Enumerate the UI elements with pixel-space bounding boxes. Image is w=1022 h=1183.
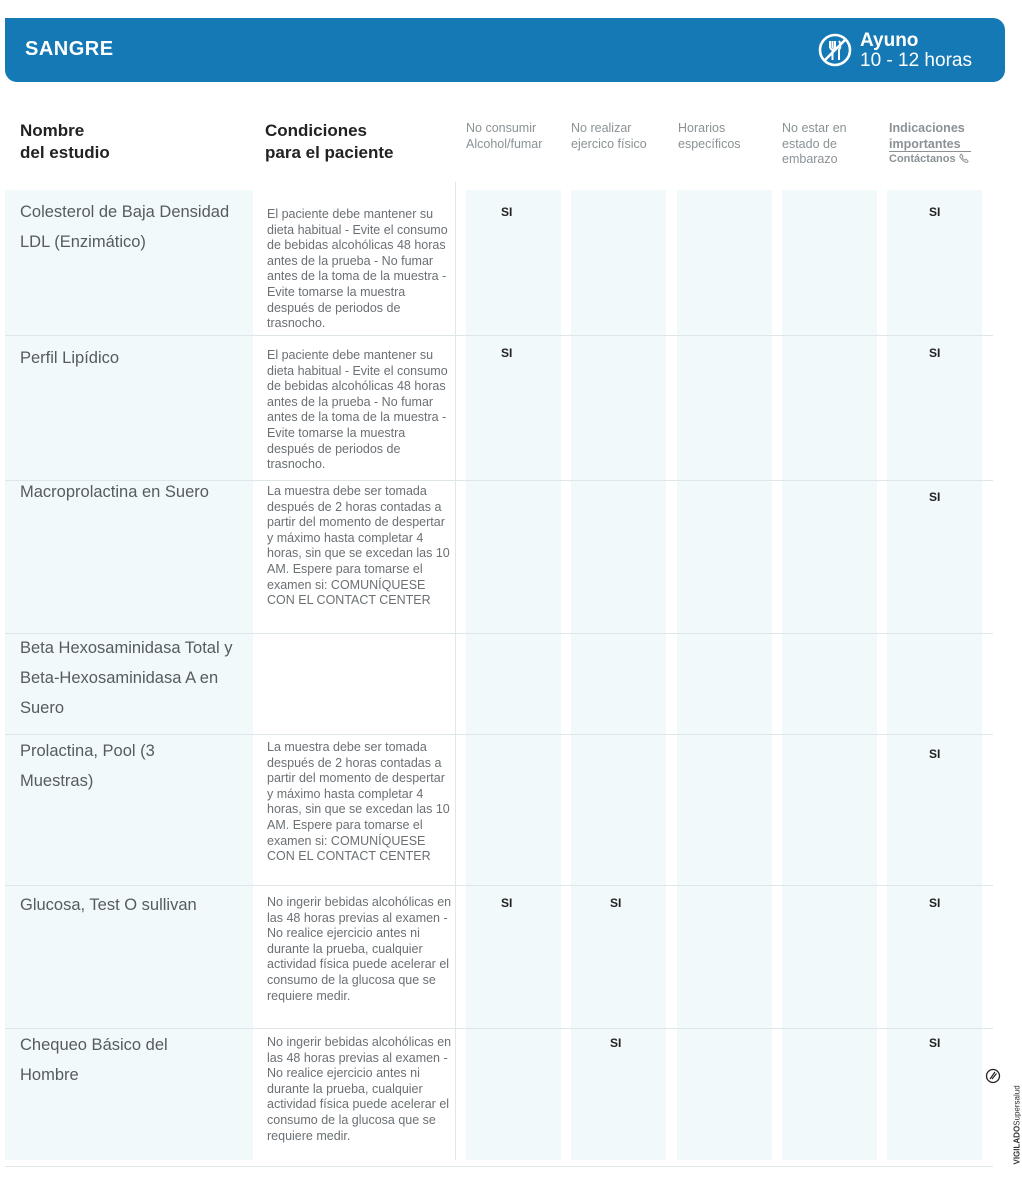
patient-conditions: El paciente debe mantener su dieta habitual - Evite el consumo de bebidas alcohólicas 48 horas antes de la prueba - No fumar antes de la toma de la muestra - Evite tomarse la muestra después de periodos de trasnocho.	[267, 207, 448, 331]
section-banner	[5, 18, 1005, 82]
study-name: Perfil Lipídico	[20, 349, 120, 367]
header-schedules: Horarios específicos	[678, 121, 741, 151]
cell-no-alcohol: SI	[501, 346, 513, 360]
contact-link[interactable]: Contáctanos	[889, 153, 969, 165]
fasting-title: Ayuno	[860, 30, 919, 51]
cell-important: SI	[929, 1036, 941, 1050]
patient-conditions: La muestra debe ser tomada después de 2 horas contadas a partir del momento de despertar y máximo hasta completar 4 horas, sin que se excedan las 10 AM. Espere para tomarse el examen si: COMUNÍQUESE CON EL CONTACT CENTER	[267, 484, 450, 608]
patient-conditions: No ingerir bebidas alcohólicas en las 48 horas previas al examen - No realice ejercicio antes ni durante la prueba, cualquier actividad física puede acelerar el consumo de la glucosa que se requiere medir.	[267, 895, 452, 1003]
patient-conditions: La muestra debe ser tomada después de 2 horas contadas a partir del momento de despertar y máximo hasta completar 4 horas, sin que se excedan las 10 AM. Espere para tomarse el examen si: COMUNÍQUESE CON EL CONTACT CENTER	[267, 740, 450, 864]
cell-no-exercise: SI	[610, 1036, 622, 1050]
row-divider	[5, 335, 993, 336]
header-study-name: Nombre del estudio	[20, 121, 110, 162]
header-conditions: Condiciones para el paciente	[265, 121, 394, 162]
row-divider	[5, 734, 993, 735]
supersalud-logo-icon	[985, 1068, 1001, 1084]
study-name: Glucosa, Test O sullivan	[20, 896, 197, 914]
study-name: Chequeo Básico del Hombre	[20, 1036, 168, 1084]
row-divider	[5, 1166, 993, 1167]
column-divider	[455, 182, 456, 1160]
study-name: Prolactina, Pool (3 Muestras)	[20, 742, 155, 790]
study-name: Beta Hexosaminidasa Total y Beta-Hexosaminidasa A en Suero	[20, 639, 233, 717]
cell-important: SI	[929, 346, 941, 360]
patient-conditions: El paciente debe mantener su dieta habitual - Evite el consumo de bebidas alcohólicas 48 horas antes de la prueba - No fumar antes de la toma de la muestra - Evite tomarse la muestra después de periodos de trasnocho.	[267, 348, 448, 472]
cell-important: SI	[929, 747, 941, 761]
cell-no-exercise: SI	[610, 896, 622, 910]
fasting-icon	[818, 33, 852, 67]
study-name: Colesterol de Baja Densidad LDL (Enzimático)	[20, 203, 230, 251]
patient-conditions: No ingerir bebidas alcohólicas en las 48 horas previas al examen - No realice ejercicio antes ni durante la prueba, cualquier actividad física puede acelerar el consumo de la glucosa que se requiere medir.	[267, 1035, 452, 1143]
header-no-exercise: No realizar ejercico físico	[571, 121, 647, 151]
phone-icon	[959, 153, 969, 163]
cell-important: SI	[929, 896, 941, 910]
row-divider	[5, 885, 993, 886]
header-important: Indicaciones importantes	[889, 121, 971, 152]
cell-important: SI	[929, 205, 941, 219]
row-divider	[5, 1028, 993, 1029]
cell-no-alcohol: SI	[501, 205, 513, 219]
supersalud-mark: VIGILADOSupersalud	[1012, 1085, 1022, 1165]
cell-important: SI	[929, 490, 941, 504]
section-title: SANGRE	[25, 38, 114, 60]
header-not-pregnant: No estar en estado de embarazo	[782, 121, 847, 166]
fasting-hours: 10 - 12 horas	[860, 50, 972, 71]
header-no-alcohol: No consumir Alcohol/fumar	[466, 121, 543, 151]
study-name: Macroprolactina en Suero	[20, 483, 209, 501]
cell-no-alcohol: SI	[501, 896, 513, 910]
